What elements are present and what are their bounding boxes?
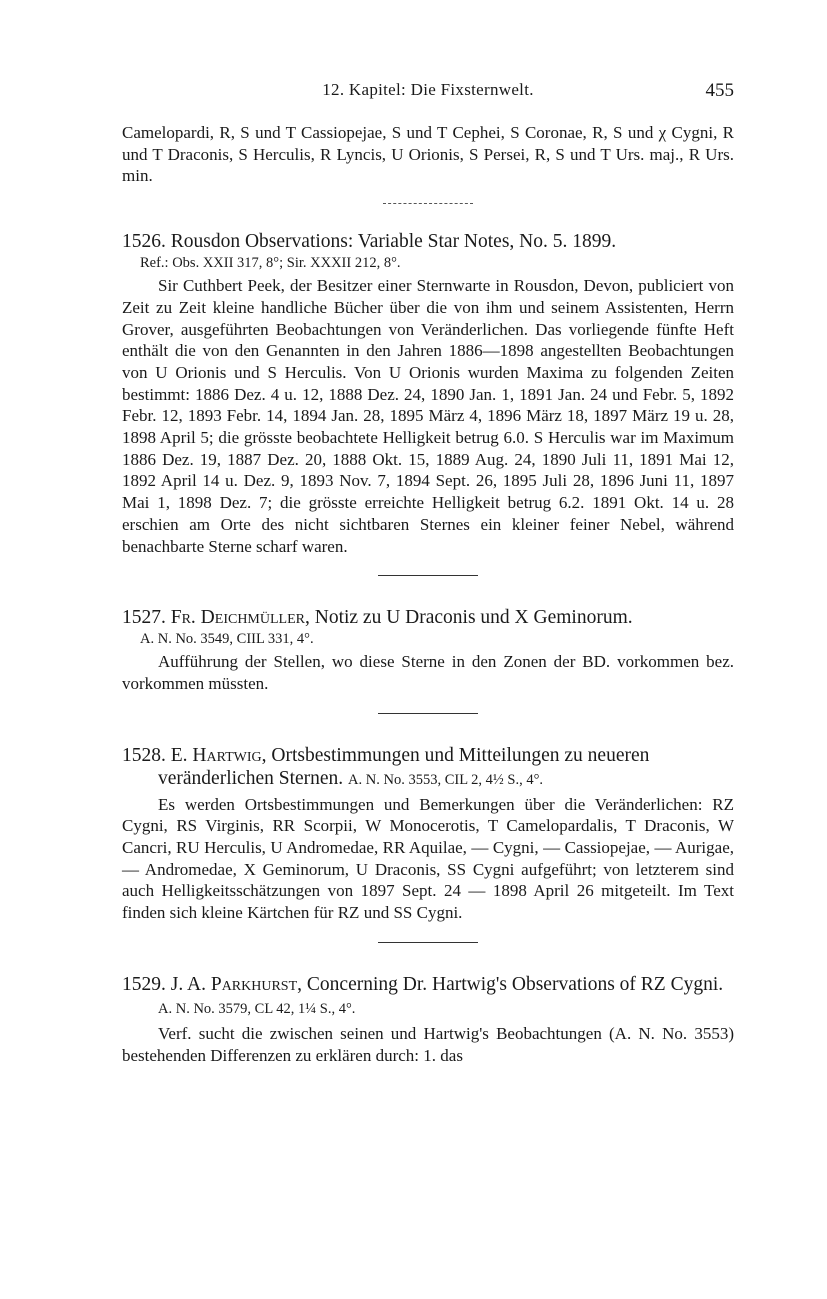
entry-number: 1529. — [122, 973, 166, 995]
entry-reference: A. N. No. 3549, CIIL 331, 4°. — [140, 631, 314, 648]
entry-title: Concerning Dr. Hartwig's Observations of RZ Cygni. — [306, 973, 724, 995]
entry-heading — [122, 230, 734, 253]
entry-number: 1526. — [122, 231, 166, 253]
entry-title: Notiz zu U Draconis und X Geminorum. — [314, 607, 633, 629]
entry-title: Ortsbestimmungen und Mitteilungen zu neueren veränderlichen Sternen. — [158, 744, 650, 789]
page-content — [122, 122, 734, 1066]
entry-body: Aufführung der Stellen, wo diese Sterne in den Zonen der BD. vorkommen bez. vorkommen müssten. — [122, 652, 734, 693]
bibliography-entry — [122, 606, 734, 694]
section-divider — [378, 713, 478, 714]
entry-number: 1528. — [122, 744, 166, 766]
page-number: 455 — [705, 80, 734, 101]
section-divider — [378, 575, 478, 576]
entry-heading — [122, 744, 734, 792]
entry-reference: A. N. No. 3579, CL 42, 1¼ S., 4°. — [158, 1000, 356, 1017]
section-divider — [378, 942, 478, 943]
section-divider — [383, 203, 473, 204]
chapter-title: 12. Kapitel: Die Fixsternwelt. — [322, 80, 534, 99]
entry-author: Fr. Deichmüller, — [170, 607, 310, 629]
entry-heading — [122, 606, 734, 629]
running-head — [122, 80, 734, 104]
entry-body: Verf. sucht die zwischen seinen und Hartwig's Beobachtungen (A. N. No. 3553) bestehenden Differenzen zu erklären durch: 1. das — [122, 1023, 734, 1065]
entry-reference: A. N. No. 3553, CIL 2, 4½ S., 4°. — [348, 771, 544, 788]
continued-paragraph: Camelopardi, R, S und T Cassiopejae, S und T Cephei, S Coronae, R, S und χ Cygni, R und T Draconis, S Herculis, R Lyncis, U Orionis, S Persei, R, S und T Urs. maj., R Urs. min. — [122, 123, 734, 186]
bibliography-entry — [122, 230, 734, 557]
entry-heading — [122, 973, 734, 1021]
entry-reference: Ref.: Obs. XXII 317, 8°; Sir. XXXII 212, 8°. — [140, 255, 401, 272]
entry-body: Es werden Ortsbestimmungen und Bemerkungen über die Veränderlichen: RZ Cygni, RS Virginis, RR Scorpii, W Monocerotis, T Camelopardalis, T Draconis, W Cancri, RU Herculis, U Andromedae, RR Aquilae, — Cygni, — Cassiopejae, — Aurigae, — Andromedae, X Geminorum, U Draconis, SS Cygni aufgeführt; von letzterem sind auch Helligkeitsschätzungen von 1897 Sept. 24 — 1898 April 26 mitgeteilt. Im Text finden sich kleine Kärtchen für RZ und SS Cygni. — [122, 794, 734, 923]
entry-author: E. Hartwig, — [170, 744, 267, 766]
bibliography-entry — [122, 744, 734, 924]
entry-author: J. A. Parkhurst, — [170, 973, 303, 995]
bibliography-entry — [122, 973, 734, 1066]
entry-number: 1527. — [122, 607, 166, 629]
entry-body: Sir Cuthbert Peek, der Besitzer einer Sternwarte in Rousdon, Devon, publiciert von Zeit zu Zeit kleine handliche Bücher über die von ihm und seinem Assistenten, Herrn Grover, ausgeführten Beobachtungen von Veränderlichen. Das vorliegende fünfte Heft enthält die von den Genannten in den Jahren 1886—1898 angestellten Beobachtungen von U Orionis und S Herculis. Von U Orionis wurden Maxima zu folgenden Zeiten bestimmt: 1886 Dez. 4 u. 12, 1888 Dez. 24, 1890 Jan. 1, 1891 Jan. 24 und Febr. 5, 1892 Febr. 12, 1893 Febr. 14, 1894 Jan. 28, 1895 März 4, 1896 März 18, 1897 März 19 u. 28, 1898 April 5; die grösste beobachtete Helligkeit betrug 6.0. S Herculis war im Maximum 1886 Dez. 19, 1887 Dez. 20, 1888 Okt. 15, 1889 Aug. 24, 1890 Juli 11, 1891 Mai 12, 1892 April 14 u. Dez. 9, 1893 Nov. 7, 1894 Sept. 26, 1895 Juli 28, 1896 Juni 11, 1897 Mai 1, 1898 Dez. 7; die grösste erreichte Helligkeit betrug 6.2. 1891 Okt. 14 u. 28 erschien am Orte des nicht sichtbaren Sternes ein kleiner feiner Nebel, während benachbarte Sterne scharf waren. — [122, 276, 734, 556]
entry-title: Rousdon Observations: Variable Star Notes, No. 5. 1899. — [170, 231, 617, 253]
